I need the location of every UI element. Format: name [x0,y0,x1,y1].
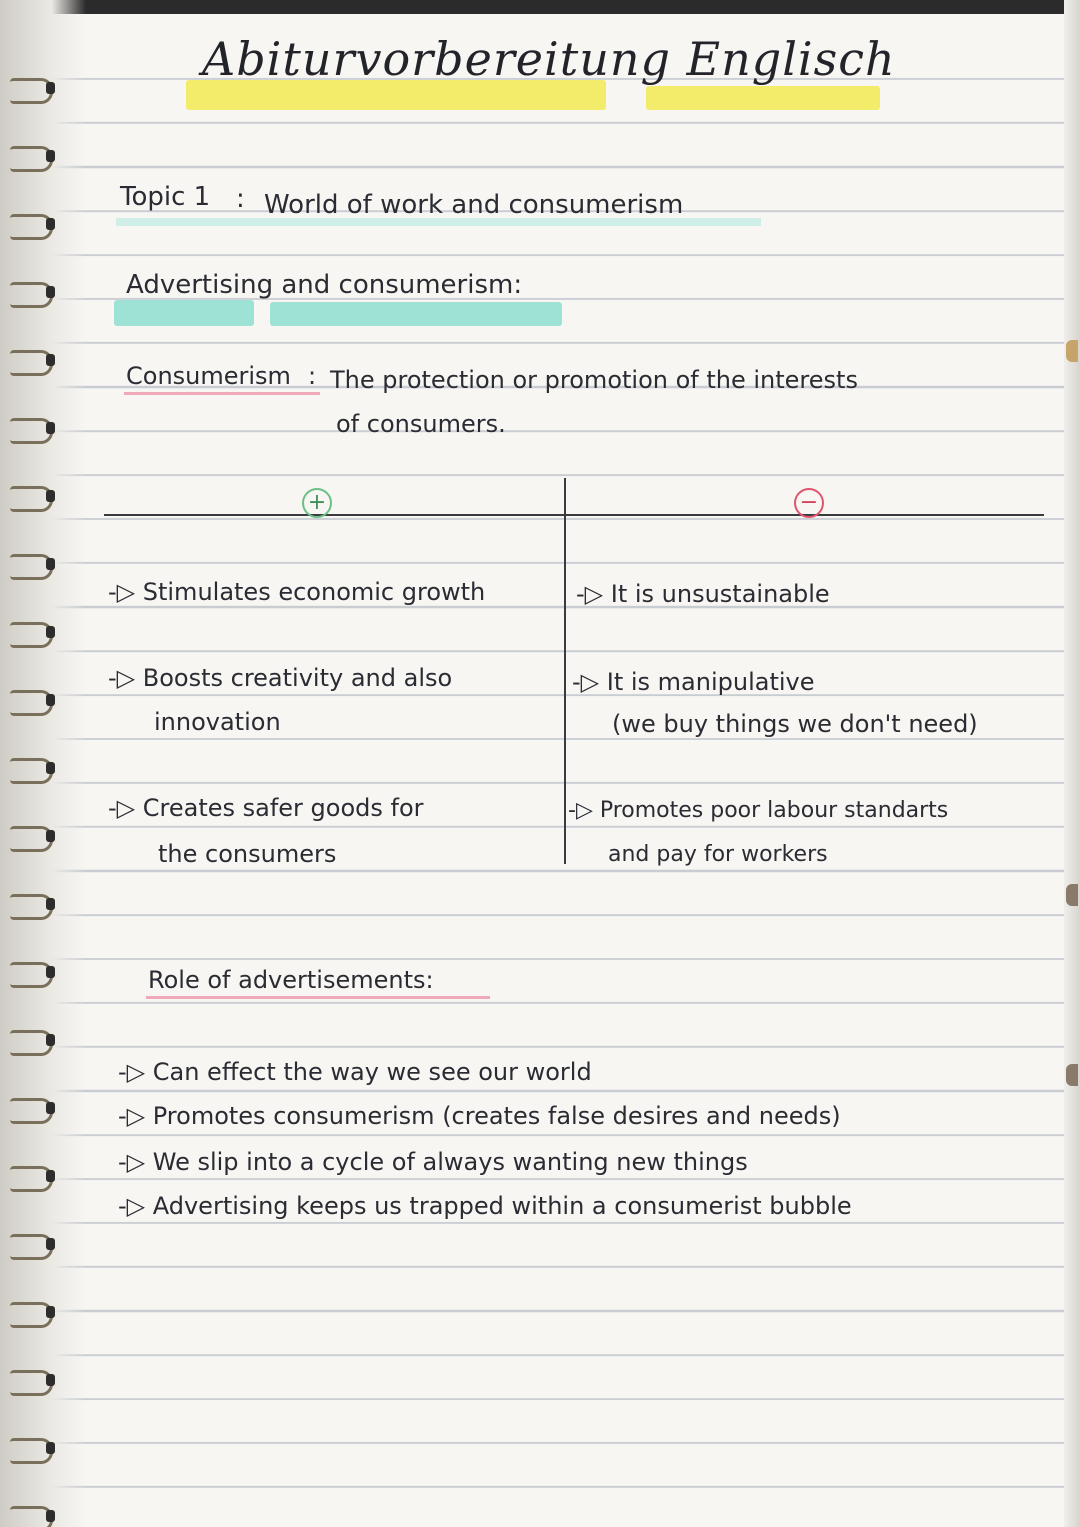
ring-hole [46,354,55,366]
ring-hole [46,898,55,910]
definition-line-2: of consumers. [336,410,506,438]
spiral-ring [2,960,60,986]
spiral-ring [2,620,60,646]
ring-hole [46,830,55,842]
title-highlight [646,86,880,110]
definition-separator: : [308,362,317,390]
pro-item-3-continued: the consumers [158,840,337,868]
spiral-ring [2,144,60,170]
ring-hole [46,1102,55,1114]
con-item-3: -▷ Promotes poor labour standarts [568,798,949,823]
ring-hole [46,286,55,298]
page-right-edge [1064,0,1080,1527]
definition-line-1: The protection or promotion of the interests [330,366,858,394]
con-item-2-continued: (we buy things we don't need) [612,710,978,738]
ring-hole [46,694,55,706]
page-tab [1066,1064,1078,1086]
spiral-ring [2,1232,60,1258]
spiral-ring [2,1164,60,1190]
role-item-3: -▷ We slip into a cycle of always wanting new things [118,1148,748,1176]
spiral-ring [2,756,60,782]
ring-hole [46,762,55,774]
ring-hole [46,422,55,434]
spiral-ring [2,1436,60,1462]
spiral-ring [2,1300,60,1326]
role-item-2: -▷ Promotes consumerism (creates false desires and needs) [118,1102,841,1130]
page-top-edge [0,0,1080,14]
definition-term: Consumerism [126,362,291,390]
topic-name: World of work and consumerism [264,190,684,220]
ring-hole [46,1238,55,1250]
table-header-line [104,514,1044,516]
page-tab [1066,340,1078,362]
ring-hole [46,966,55,978]
spiral-ring [2,76,60,102]
spiral-ring [2,1368,60,1394]
pro-item-3: -▷ Creates safer goods for [108,794,424,822]
role-heading: Role of advertisements: [148,966,434,994]
spiral-ring [2,416,60,442]
spiral-ring [2,688,60,714]
page-tab [1066,884,1078,906]
spiral-ring [2,1096,60,1122]
ring-hole [46,218,55,230]
ring-hole [46,1442,55,1454]
ring-hole [46,626,55,638]
ring-hole [46,1374,55,1386]
spiral-ring [2,552,60,578]
con-item-3-continued: and pay for workers [608,842,828,867]
spiral-ring [2,1504,60,1527]
spiral-ring [2,280,60,306]
ring-hole [46,1306,55,1318]
minus-icon: − [794,488,824,518]
heading-highlight [270,302,562,326]
role-item-4: -▷ Advertising keeps us trapped within a consumerist bubble [118,1192,852,1220]
spiral-ring [2,212,60,238]
ring-hole [46,82,55,94]
con-item-2: -▷ It is manipulative [572,668,815,696]
role-item-1: -▷ Can effect the way we see our world [118,1058,592,1086]
pro-item-2: -▷ Boosts creativity and also [108,664,453,692]
section-heading: Advertising and consumerism: [126,270,523,300]
heading-highlight [114,300,254,326]
topic-separator: : [236,184,245,214]
spiral-ring [2,348,60,374]
spiral-ring [2,824,60,850]
spiral-ring [2,484,60,510]
spiral-ring [2,892,60,918]
spiral-ring [2,1028,60,1054]
pro-item-2-continued: innovation [154,708,281,736]
table-divider [564,478,566,864]
ring-hole [46,1170,55,1182]
pro-item-1: -▷ Stimulates economic growth [108,578,486,606]
ring-hole [46,150,55,162]
con-item-1: -▷ It is unsustainable [576,580,830,608]
plus-icon: + [302,488,332,518]
ring-hole [46,1510,55,1522]
page-title: Abiturvorbereitung Englisch [202,32,896,86]
ring-hole [46,490,55,502]
role-heading-underline [146,996,490,999]
topic-label: Topic 1 [120,182,211,212]
ring-hole [46,1034,55,1046]
term-underline [124,392,320,395]
ring-hole [46,558,55,570]
